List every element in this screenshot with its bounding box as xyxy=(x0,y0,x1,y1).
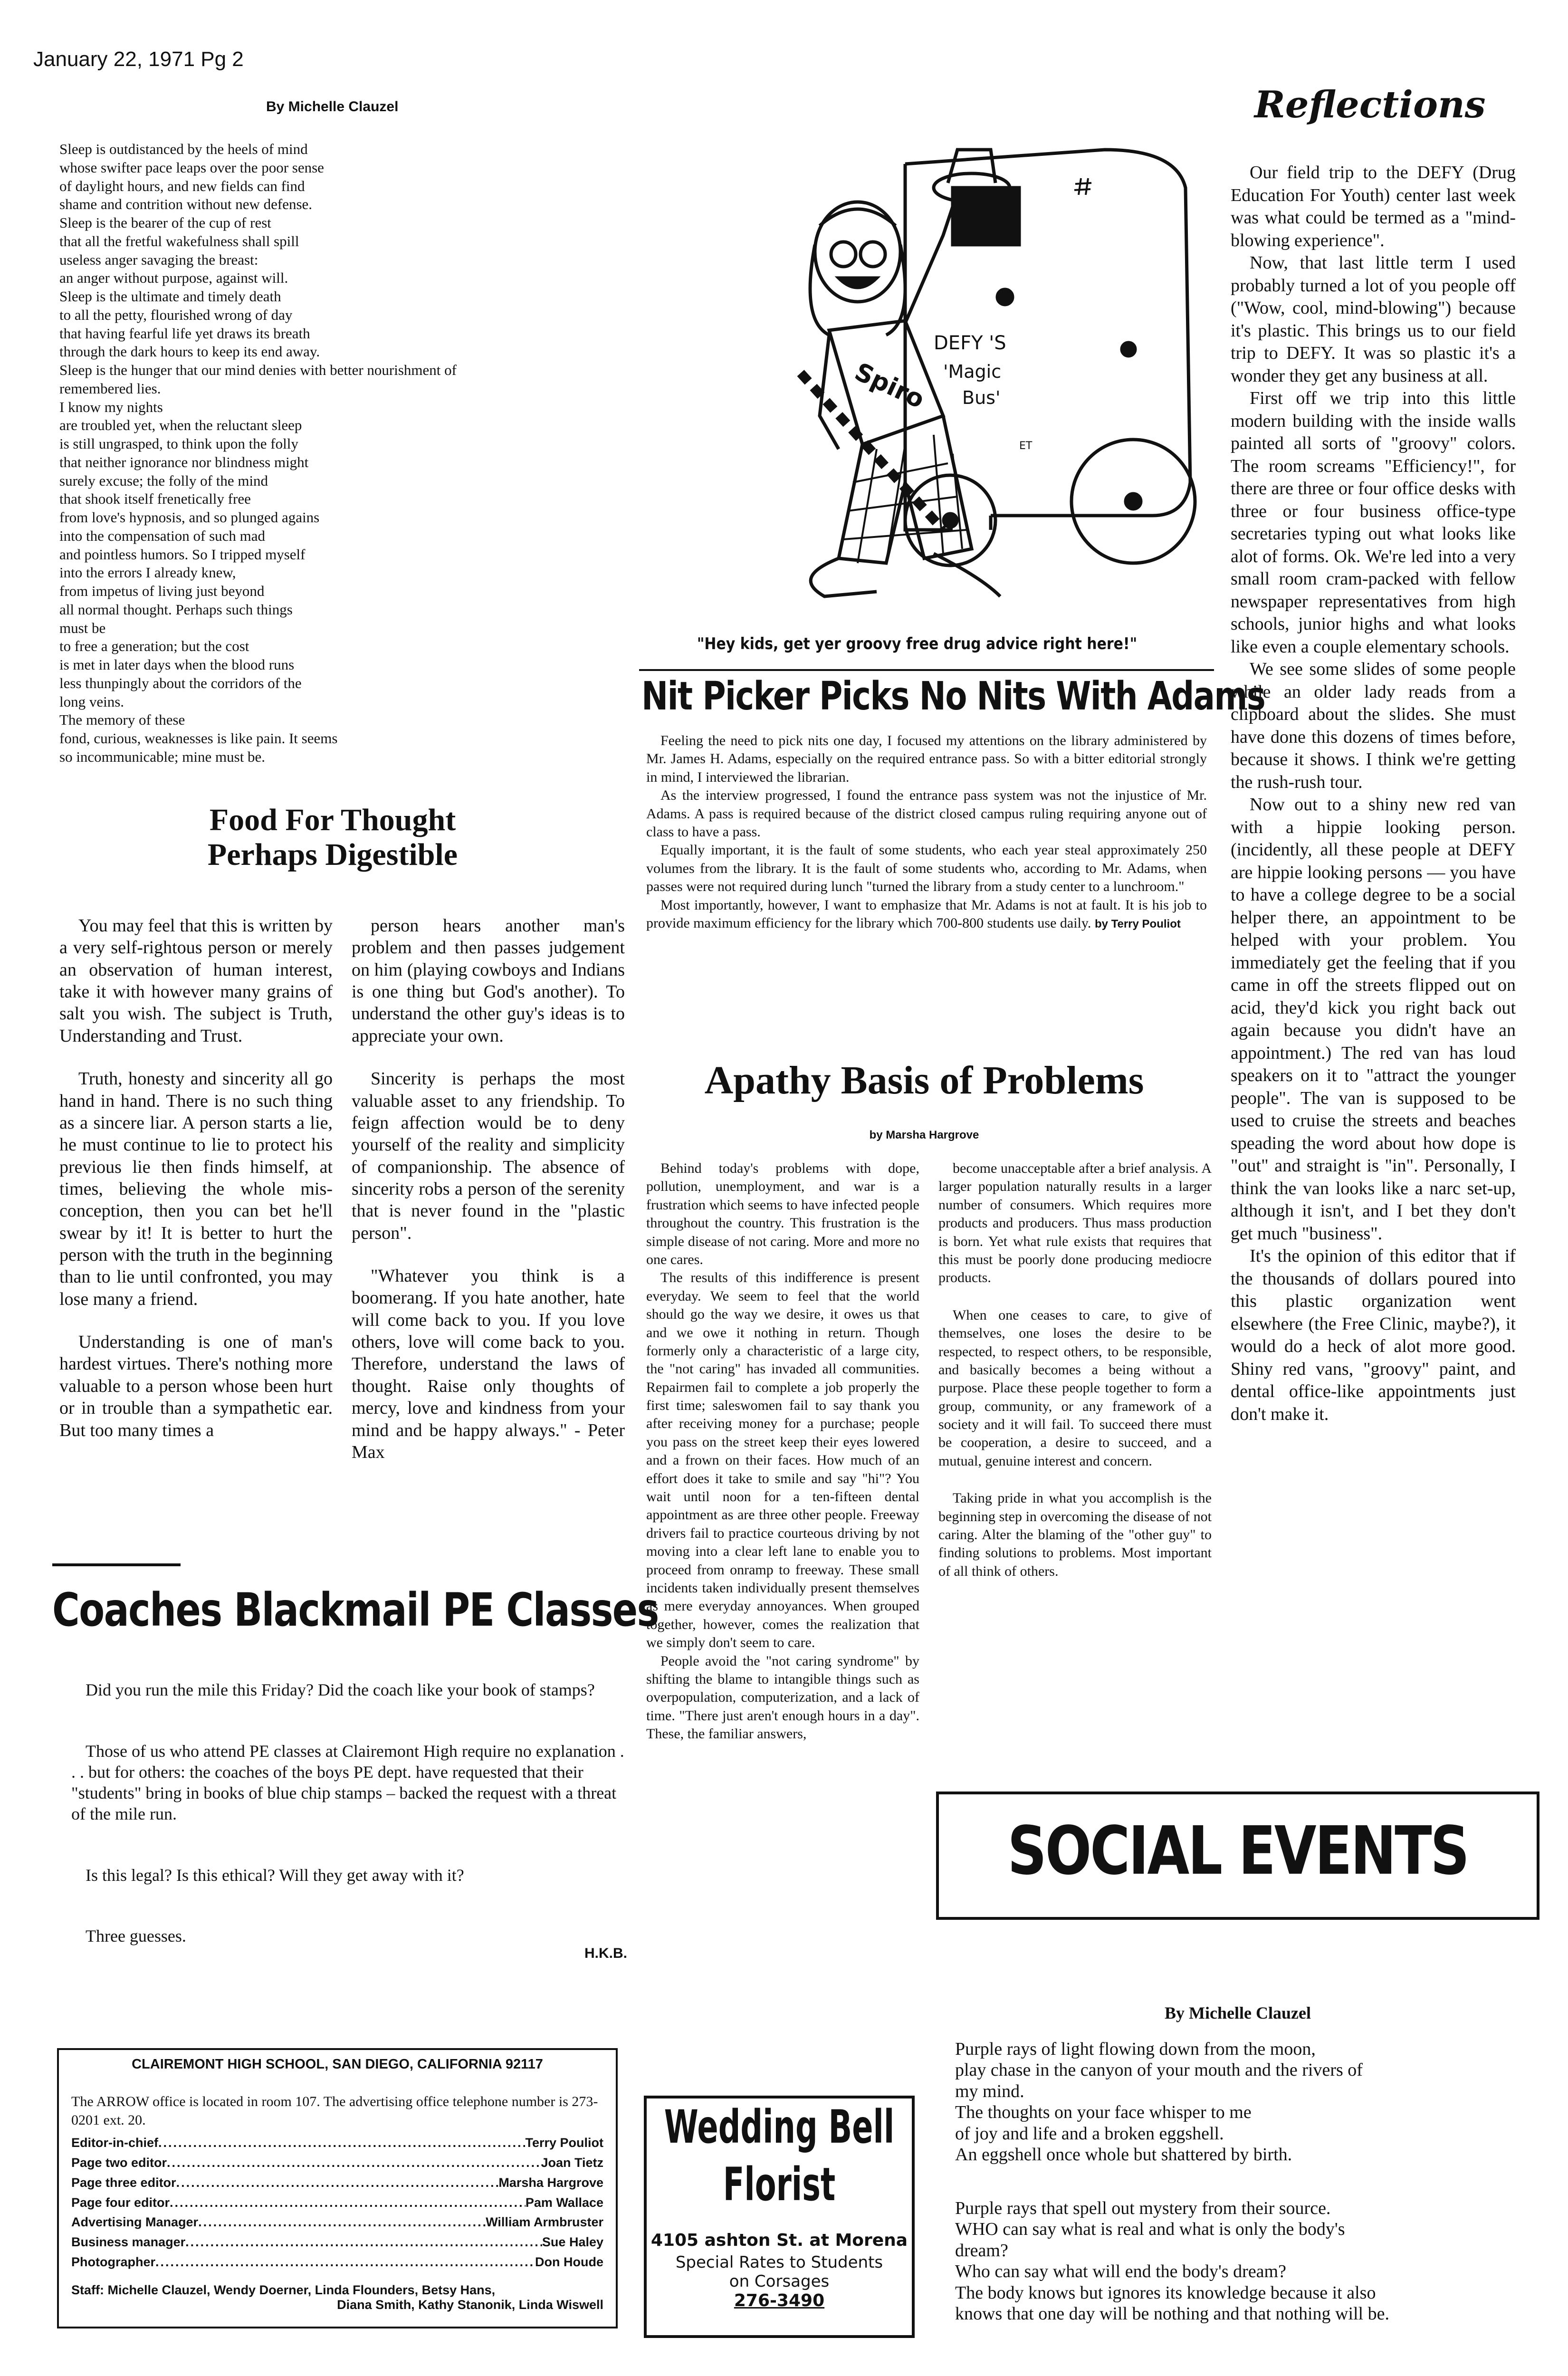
leader-dots xyxy=(167,2153,541,2173)
reflections-para-2: Now, that last little term I used probably turned a lot of you people off ("Wow, cool, mind-blowing") because it's plastic. This brings us to our field trip to DEFY. It was so plastic it's a wonder they get any business at all. xyxy=(1231,253,1516,386)
coaches-headline: Coaches Blackmail PE Classes xyxy=(52,1583,659,1637)
food-col1-para-1: You may feel that this is written by a very self-rightous person or merely an observation of human interest, take it with however many grains of salt you wish. The subject is Truth, Understanding and Trust. xyxy=(59,916,333,1046)
leader-dots xyxy=(170,2193,526,2213)
social-stanza1-line-4: The thoughts on your face whisper to me xyxy=(955,2102,1252,2123)
social-stanza2-line-2: WHO can say what is real and what is only the body's xyxy=(955,2219,1345,2240)
cartoon-caption: "Hey kids, get yer groovy free drug advice right here!" xyxy=(697,634,1138,653)
food-col1-para-2: Truth, honesty and sincerity all go hand in hand. There is no such thing as a sincere liar. A person starts a lie, he must continue to lie to protect his previous lie then finds himself, at times, believing the whole mis-conception, then you can bet he'll swear by it! It is better to hurt the person with the truth in the beginning than to lie until confronted, you may lose many a friend. xyxy=(59,1069,333,1309)
nitpicker-article xyxy=(646,732,1207,932)
nitpicker-para-2: As the interview progressed, I found the entrance pass system was not the injustice of Mr. Adams. A pass is required because of the district closed campus ruling requiring anyone out of class to have a pass. xyxy=(646,787,1207,840)
poem-line-3: of daylight hours, and new fields can find xyxy=(59,177,305,194)
poem-line-13: Sleep is the hunger that our mind denies with better nourishment of xyxy=(59,362,457,378)
reflections-para-3: First off we trip into this little modern building with the inside walls painted all sorts of "groovy" colors. The room screams "Efficiency!", for there are three or four office desks with three or four business office-type secretaries typing out what looks like alot of forms. Ok. We're led into a very small room cram-packed with fellow newspaper representatives from high schools, junior highs and what looks like even a couple elementary schools. xyxy=(1231,388,1516,657)
cartoon-illustration xyxy=(639,121,1200,625)
reflections-para-1: Our field trip to the DEFY (Drug Education For Youth) center last week was what could be termed as a "mind-blowing experience". xyxy=(1231,163,1516,250)
food-column-1 xyxy=(59,915,333,1462)
staff-masthead xyxy=(57,2048,618,2328)
coaches-article xyxy=(71,1680,627,1963)
staff-role: Business manager xyxy=(71,2235,186,2250)
poem-line-7: useless anger savaging the breast: xyxy=(59,251,258,268)
social-stanza1-line-3: my mind. xyxy=(955,2081,1024,2101)
staff-role: Page three editor xyxy=(71,2175,176,2190)
social-stanza2-line-3: dream? xyxy=(955,2240,1008,2261)
social-stanza2-line-5: The body knows but ignores its knowledge because it also xyxy=(955,2282,1376,2303)
apathy-col2-para-2: When one ceases to care, to give of themselves, one loses the desire to be respected, to respect others, to be responsible, and basically becomes a being without a purpose. Place these people together to form a group, community, or any framework of a society and it will fail. To succeed there must be cooperation, a desire to succeed, and a mutual, genuine interest and concern. xyxy=(938,1307,1212,1469)
poem-line-33: fond, curious, weaknesses is like pain. It seems xyxy=(59,730,338,747)
social-stanza2-line-4: Who can say what will end the body's dream? xyxy=(955,2261,1286,2282)
masthead-staff-row xyxy=(71,2193,603,2213)
food-col2-para-3: "Whatever you think is a boomerang. If you hate another, hate will come back to you. If you love others, love will come back to you. Therefore, understand the laws of thought. Raise only thoughts of mercy, love and kindness from your mind and be happy always." - Peter Max xyxy=(352,1266,625,1462)
apathy-headline: Apathy Basis of Problems xyxy=(704,1058,1144,1102)
poem-line-26: all normal thought. Perhaps such things xyxy=(59,601,293,618)
van-text-line-2: 'Magic xyxy=(943,361,1002,382)
social-stanza2-line-1: Purple rays that spell out mystery from their source. xyxy=(955,2198,1331,2218)
poem-line-17: is still ungrasped, to think upon the folly xyxy=(59,435,298,452)
poem-line-29: is met in later days when the blood runs xyxy=(59,656,295,673)
leader-dots xyxy=(158,2133,525,2153)
social-stanza1-line-6: An eggshell once whole but shattered by birth. xyxy=(955,2145,1292,2165)
poem-line-20: that shook itself frenetically free xyxy=(59,490,251,508)
nitpicker-para-3: Equally important, it is the fault of some students, who each year steal approximately 250 volumes from the library. It is the fault of some students who, according to Mr. Adams, when passes were not required during lunch "turned the library from a study center to a lunchroom." xyxy=(646,842,1207,895)
social-stanza1-line-5: of joy and life and a broken eggshell. xyxy=(955,2123,1224,2144)
cartoon-artist-signature: ET xyxy=(1019,440,1033,452)
apathy-col1-para-3: People avoid the "not caring syndrome" by shifting the blame to intangible things such as overpopulation, computerization, and a lack of time. "There just aren't enough hours in a day". These, the familiar answers, xyxy=(646,1653,919,1742)
poem-line-5: Sleep is the bearer of the cup of rest xyxy=(59,214,271,231)
apathy-column-1 xyxy=(646,1159,919,1744)
social-events-box xyxy=(936,1792,1539,1920)
shirt-text: Spiro xyxy=(850,357,929,414)
reflections-headline: Reflections xyxy=(1254,83,1486,126)
poem-line-14: remembered lies. xyxy=(59,380,161,397)
masthead-info: The ARROW office is located in room 107. The advertising office telephone number is 273-0201 ext. 20. xyxy=(71,2094,598,2128)
staff-name: Sue Haley xyxy=(542,2235,603,2250)
poem-line-10: to all the petty, flourished wrong of day xyxy=(59,306,293,323)
staff-role: Editor-in-chief xyxy=(71,2136,158,2150)
staff-name: Marsha Hargrove xyxy=(498,2175,603,2190)
leader-dots xyxy=(155,2252,535,2272)
reflections-article xyxy=(1231,162,1516,1426)
social-poem-stanza-1 xyxy=(955,2039,1544,2165)
staff-name: Joan Tietz xyxy=(541,2155,603,2170)
van-text-line-1: DEFY 'S xyxy=(934,332,1006,354)
staff-role: Page four editor xyxy=(71,2195,170,2210)
apathy-col1-para-1: Behind today's problems with dope, pollution, unemployment, and war is a frustration which seems to have infected people throughout the country. This frustration is the simple disease of not caring. More and more no one cares. xyxy=(646,1160,919,1267)
ad-corsages: on Corsages xyxy=(729,2271,830,2291)
poem-line-9: Sleep is the ultimate and timely death xyxy=(59,288,281,305)
nitpicker-byline: by Terry Pouliot xyxy=(1094,917,1181,930)
reflections-para-5: Now out to a shiny new red van with a hippie looking person. (incidently, all these people at DEFY are hippie looking persons — you have to have a college degree to be a social helper there, an appointment to be helped with your problem. You immediately get the feeling that if you came in off the streets flipped out on acid, they'd kick you right back out again because you didn't have an appointment.) The red van has loud speakers on it to "attract the younger people". The van is supposed to be used to cruise the streets and beaches speading the word about how dope is "out" and straight is "in". Personally, I think the van looks like a narc set-up, although it isn't, and I bet they don't get much "business". xyxy=(1231,795,1516,1244)
poem-line-15: I know my nights xyxy=(59,398,163,415)
poem-line-21: from love's hypnosis, and so plunged agains xyxy=(59,509,320,526)
poem-line-6: that all the fretful wakefulness shall spill xyxy=(59,232,299,249)
poem-line-16: are troubled yet, when the reluctant sleep xyxy=(59,417,302,434)
masthead-staff-line-1: Staff: Michelle Clauzel, Wendy Doerner, Linda Flounders, Betsy Hans, xyxy=(71,2282,496,2297)
food-col1-para-3: Understanding is one of man's hardest virtues. There's nothing more valuable to a person whose been hurt or in trouble than a sympathetic ear. But too many times a xyxy=(59,1332,333,1440)
staff-role: Advertising Manager xyxy=(71,2215,199,2230)
page-date: January 22, 1971 Pg 2 xyxy=(33,48,244,71)
social-stanza1-line-2: play chase in the canyon of your mouth and the rivers of xyxy=(955,2060,1363,2080)
poem-line-4: shame and contrition without new defense. xyxy=(59,196,313,213)
masthead-staff-list xyxy=(71,2133,603,2272)
poem-line-19: surely excuse; the folly of the mind xyxy=(59,472,268,489)
apathy-col1-para-2: The results of this indifference is present everyday. We seem to feel that the world should go the way we desire, it owes us that and we owe it nothing in return. Though formerly only a characteristic of a large city, the "not caring" has invaded all communities. Repairmen fail to complete a job properly the first time; saleswomen fail to say thank you after receiving money for a purchase; people you pass on the street keep their eyes lowered and a frown on their faces. How much of an effort does it take to smile and say "hi"? You wait until noon for a ten-fifteen dental appointment as are three other people. Freeway drivers fail to practice courteous driving by not moving into a clear left lane to enable you to proceed from onramp to freeway. These small incidents taken individually present themselves as mere everyday annoyances. When grouped together, however, comes the realization that we simply don't seem to care. xyxy=(646,1270,919,1651)
ad-subtitle: Florist xyxy=(723,2157,836,2211)
masthead-staff-row xyxy=(71,2173,603,2193)
poem-line-12: through the dark hours to keep its end away. xyxy=(59,343,320,360)
staff-name: Pam Wallace xyxy=(525,2195,603,2210)
headline-line-2: Perhaps Digestible xyxy=(207,837,458,872)
coaches-para-1: Did you run the mile this Friday? Did the coach like your book of stamps? xyxy=(86,1680,595,1699)
reflections-para-6: It's the opinion of this editor that if the thousands of dollars poured into this plastic organization went elsewhere (the Free Clinic, maybe?), it would do a heck of alot more good. Shiny red vans, "groovy" paint, and dental office-like appointments just don't make it. xyxy=(1231,1246,1516,1424)
leader-dots xyxy=(198,2213,486,2232)
caption-rule xyxy=(639,669,1214,671)
food-column-2 xyxy=(352,915,625,1484)
masthead-staff-row xyxy=(71,2213,603,2232)
reflections-para-4: We see some slides of some people while an older lady reads from a clipboard about the slides. She must have done this dozens of times before, because it shows. I think we're getting the rush-rush tour. xyxy=(1231,659,1516,792)
coaches-para-4: Three guesses. xyxy=(86,1926,186,1946)
food-col2-para-1: person hears another man's problem and then passes judgement on him (playing cowboys and Indians is one thing but God's another). To understand the other guy's ideas is to appreciate your own. xyxy=(352,916,625,1046)
ad-title: Wedding Bell xyxy=(664,2100,895,2154)
apathy-byline: by Marsha Hargrove xyxy=(869,1129,979,1141)
poem-line-25: from impetus of living just beyond xyxy=(59,583,265,599)
section-rule xyxy=(52,1563,181,1566)
staff-role: Photographer xyxy=(71,2255,156,2270)
masthead-staff-row xyxy=(71,2232,603,2252)
headline-line-1: Food For Thought xyxy=(209,803,456,837)
social-stanza1-line-1: Purple rays of light flowing down from the moon, xyxy=(955,2039,1316,2059)
masthead-staff-row xyxy=(71,2252,603,2272)
coaches-para-2: Those of us who attend PE classes at Clairemont High require no explanation . . . but for others: the coaches of the boys PE dept. have requested that their "students" bring in books of blue chip stamps – backed the request with a threat of the mile run. xyxy=(71,1741,624,1823)
staff-name: Terry Pouliot xyxy=(525,2136,603,2150)
food-for-thought-headline xyxy=(143,803,523,872)
wedding-bell-florist-ad xyxy=(644,2096,915,2338)
apathy-col2-para-3: Taking pride in what you accomplish is the beginning step in overcoming the disease of not caring. Alter the blaming of the "other guy" to finding solutions to problems. Most important of all think of others. xyxy=(938,1490,1212,1579)
poem-line-1: Sleep is outdistanced by the heels of mind xyxy=(59,141,308,157)
masthead-staff-row xyxy=(71,2153,603,2173)
poem-line-30: less thunpingly about the corridors of the xyxy=(59,674,302,691)
staff-role: Page two editor xyxy=(71,2155,167,2170)
nitpicker-para-4-text: Most importantly, however, I want to emphasize that Mr. Adams is not at fault. It is his job to provide maximum efficiency for the library which 700-800 students use daily. xyxy=(646,897,1207,931)
poem-line-2: whose swifter pace leaps over the poor sense xyxy=(59,159,324,176)
defy-bus-cartoon xyxy=(639,121,1200,625)
poem-line-27: must be xyxy=(59,619,106,636)
poem-line-22: into the compensation of such mad xyxy=(59,527,266,544)
social-events-title: SOCIAL EVENTS xyxy=(1007,1812,1468,1890)
nitpicker-para-1: Feeling the need to pick nits one day, I focused my attentions on the library administered by Mr. James H. Adams, especially on the required entrance pass. So with a bitter editorial strongly in mind, I interviewed the librarian. xyxy=(646,733,1207,785)
social-poem-stanza-2 xyxy=(955,2198,1544,2325)
poem-sleep xyxy=(59,140,630,766)
masthead-staff-line-2: Diana Smith, Kathy Stanonik, Linda Wiswell xyxy=(337,2297,603,2312)
poem-line-28: to free a generation; but the cost xyxy=(59,638,249,655)
coaches-signature: H.K.B. xyxy=(584,1945,627,1962)
apathy-col2-para-1: become unacceptable after a brief analysis. A larger population naturally results in a larger number of consumers. Which requires more products and producers. Thus mass production is born. Yet what rule exists that requires that this must be poorly done producing mediocre products. xyxy=(938,1160,1212,1286)
poem-line-31: long veins. xyxy=(59,693,124,710)
nitpicker-headline: Nit Picker Picks No Nits With Adams xyxy=(641,674,1265,719)
poem-line-8: an anger without purpose, against will. xyxy=(59,269,288,287)
poem-line-11: that having fearful life yet draws its breath xyxy=(59,325,310,342)
coaches-para-3: Is this legal? Is this ethical? Will they get away with it? xyxy=(86,1865,464,1885)
masthead-staff-row xyxy=(71,2133,603,2153)
ad-address: 4105 ashton St. at Morena xyxy=(650,2230,908,2250)
ad-phone: 276-3490 xyxy=(734,2290,825,2310)
leader-dots xyxy=(176,2173,499,2193)
poem-byline: By Michelle Clauzel xyxy=(266,99,399,115)
poem-line-34: so incommunicable; mine must be. xyxy=(59,748,266,765)
ad-special: Special Rates to Students xyxy=(675,2252,883,2272)
food-col2-para-2: Sincerity is perhaps the most valuable asset to any friendship. To feign affection would be to deny yourself of the reality and simplicity of companionship. The absence of sincerity robs a person of the serenity that is never found in the "plastic person". xyxy=(352,1069,625,1243)
van-text-line-3: Bus' xyxy=(962,387,1001,408)
poem-line-24: into the errors I already knew, xyxy=(59,564,236,581)
poem-line-23: and pointless humors. So I tripped myself xyxy=(59,546,306,563)
staff-name: William Armbruster xyxy=(486,2215,603,2230)
masthead-school: CLAIREMONT HIGH SCHOOL, SAN DIEGO, CALIFORNIA 92117 xyxy=(132,2057,543,2072)
poem-line-18: that neither ignorance nor blindness might xyxy=(59,453,309,470)
social-byline: By Michelle Clauzel xyxy=(1165,2003,1311,2022)
nitpicker-para-4 xyxy=(646,896,1207,933)
social-stanza2-line-6: knows that one day will be nothing and that nothing will be. xyxy=(955,2304,1389,2324)
staff-name: Don Houde xyxy=(535,2255,603,2270)
apathy-column-2 xyxy=(938,1159,1212,1581)
poem-line-32: The memory of these xyxy=(59,711,185,728)
leader-dots xyxy=(185,2232,542,2252)
